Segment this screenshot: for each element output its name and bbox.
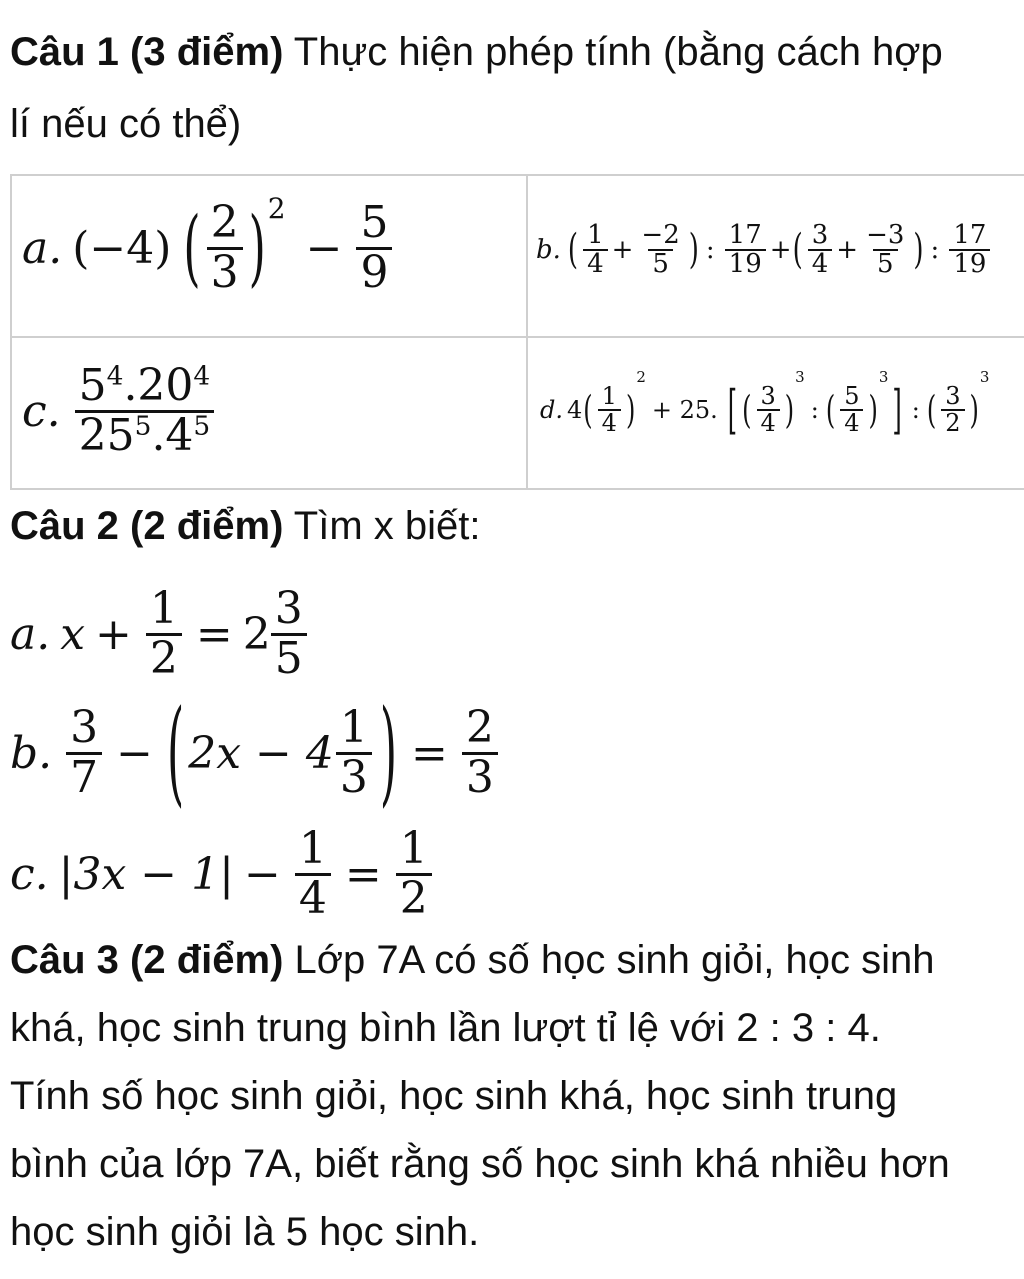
q3-text-5: học sinh giỏi là 5 học sinh. <box>10 1210 480 1254</box>
q3-line3 <box>10 1064 1018 1128</box>
q1-label: Câu 1 (3 điểm) <box>10 30 284 74</box>
q2a-expression: a. x + $\frac{1}{2}$ = 2 $\frac{3}{5}$ <box>10 576 311 692</box>
q1-line2 <box>10 92 1018 156</box>
q3-line1 <box>10 928 1018 992</box>
q1-text-1: Thực hiện phép tính (bằng cách hợp <box>283 30 943 74</box>
q2b-label: b. <box>10 727 53 779</box>
q2-line <box>10 494 1018 558</box>
q1a-frac2: $\frac{5}{9}$ <box>356 200 392 295</box>
q2b-expression: b. $\frac{3}{7}$ − ( 2x − 4 $\frac{1}{3}$ ) = $\frac{2}{3}$ <box>10 694 502 812</box>
q3-text-1: Lớp 7A có số học sinh giỏi, học sinh <box>283 938 935 982</box>
q3-text-3: Tính số học sinh giỏi, học sinh khá, học sinh trung <box>10 1074 898 1118</box>
q1d-expression: d. 4 ( $\frac{1}{4}$ ) 2 + 25. [ ( $\frac{3}{4}$ ) 3 : ( $\frac{5}{4}$ ) 3 ] : ( $\frac{3}{2}$ ) 3 <box>540 368 990 441</box>
q1d-label: d. <box>540 396 563 424</box>
q1a-frac: $\frac{2}{3}$ <box>207 200 243 295</box>
q3-line5 <box>10 1200 1018 1264</box>
q2a-label: a. <box>10 608 51 660</box>
q2-text: Tìm x biết: <box>283 504 481 548</box>
q1-line1 <box>10 20 1018 84</box>
q1a-exp: 2 <box>267 192 286 225</box>
q1b-expression: b. ( $\frac{1}{4}$ + $\frac{-2}{5}$ ) : $\frac{17}{19}$ + ( $\frac{3}{4}$ + $\frac{-3}{5}$ ) : $\frac{17}{19}$ <box>536 212 994 288</box>
q3-text-2: khá, học sinh trung bình lần lượt tỉ lệ với 2 : 3 : 4. <box>10 1006 881 1050</box>
q2c-expression: c. |3x − 1| − $\frac{1}{4}$ = $\frac{1}{2}$ <box>10 816 436 932</box>
q2-label: Câu 2 (2 điểm) <box>10 504 284 548</box>
q3-line2 <box>10 996 1018 1060</box>
q3-line4 <box>10 1132 1018 1196</box>
q1-text-2: lí nếu có thể) <box>10 102 242 146</box>
q1a-op: − <box>305 222 343 274</box>
q1a-base: (−4) <box>72 222 172 274</box>
q1c-expression <box>22 352 218 470</box>
q1a-expression: a. (−4) ( $\frac{2}{3}$ ) 2 − $\frac{5}{9}$ <box>22 198 396 298</box>
q1c-label: c. <box>22 385 61 437</box>
q1b-label: b. <box>536 235 561 265</box>
q3-text-4: bình của lớp 7A, biết rằng số học sinh khá nhiều hơn <box>10 1142 950 1186</box>
q2c-label: c. <box>10 848 49 900</box>
q1c-frac: $\frac{5^4.20^4}{25^5.4^5}$ <box>75 363 215 458</box>
q1a-label: a. <box>22 222 63 274</box>
q3-label: Câu 3 (2 điểm) <box>10 938 284 982</box>
